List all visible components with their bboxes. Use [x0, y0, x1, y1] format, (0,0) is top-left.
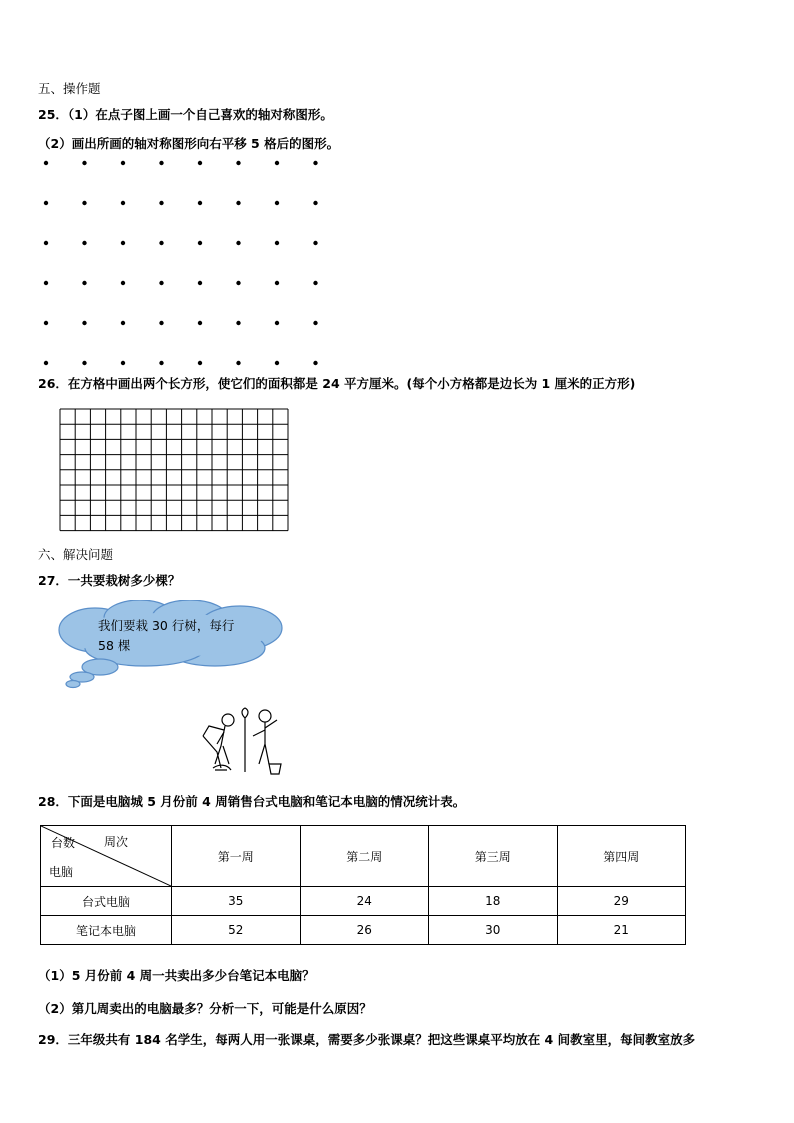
- grid-dot: [121, 161, 125, 165]
- question-26: 26．在方格中画出两个长方形，使它们的面积都是 24 平方厘米。(每个小方格都是边长为 1 厘米的正方形): [38, 376, 636, 391]
- grid-dot: [236, 201, 240, 205]
- grid-dot: [82, 161, 86, 165]
- grid-dot: [275, 321, 279, 325]
- table-row: [41, 916, 686, 945]
- grid-dot: [236, 361, 240, 365]
- table-cell: 26: [300, 916, 429, 945]
- table-cell: 30: [429, 916, 558, 945]
- grid-dot: [44, 361, 48, 365]
- grid-dot: [82, 201, 86, 205]
- grid-dot: [159, 361, 163, 365]
- corner-label-count: 台数: [51, 836, 76, 850]
- grid-dot: [159, 161, 163, 165]
- grid-dot: [82, 241, 86, 245]
- table-cell: 52: [172, 916, 301, 945]
- grid-dot: [313, 241, 317, 245]
- week-header: 第一周: [172, 826, 301, 887]
- grid-dot: [236, 161, 240, 165]
- grid-dot: [275, 161, 279, 165]
- section-six-title: 六、解决问题: [38, 547, 114, 562]
- row-label: 台式电脑: [41, 887, 172, 916]
- cloud-text: 我们要栽 30 行树，每行 58 棵: [98, 618, 235, 653]
- grid-dot: [313, 281, 317, 285]
- grid-dot: [198, 161, 202, 165]
- grid-dot: [44, 321, 48, 325]
- question-25-part2: （2）画出所画的轴对称图形向右平移 5 格后的图形。: [38, 136, 340, 151]
- grid-dot: [44, 241, 48, 245]
- grid-dot: [44, 161, 48, 165]
- dot-grid: [38, 155, 338, 370]
- grid-dot: [82, 321, 86, 325]
- corner-label-week: 周次: [104, 835, 129, 849]
- grid-dot: [236, 281, 240, 285]
- table-cell: 24: [300, 887, 429, 916]
- question-28: 28．下面是电脑城 5 月份前 4 周销售台式电脑和笔记本电脑的情况统计表。: [38, 794, 466, 809]
- question-29: 29．三年级共有 184 名学生，每两人用一张课桌，需要多少张课桌？把这些课桌平均放在 4 间教室里，每间教室放多: [38, 1032, 696, 1047]
- grid-dot: [275, 281, 279, 285]
- sales-statistics-table: [40, 825, 686, 945]
- grid-dot: [121, 361, 125, 365]
- children-planting-illustration: [195, 706, 285, 778]
- grid-dot: [82, 281, 86, 285]
- question-25-part1: 25．（1）在点子图上画一个自己喜欢的轴对称图形。: [38, 107, 333, 122]
- row-label: 笔记本电脑: [41, 916, 172, 945]
- grid-dot: [159, 241, 163, 245]
- grid-dot: [198, 241, 202, 245]
- table-corner-cell: [41, 826, 172, 887]
- grid-dot: [121, 281, 125, 285]
- table-cell: 29: [557, 887, 686, 916]
- grid-dot: [159, 201, 163, 205]
- grid-dot: [198, 281, 202, 285]
- grid-dot: [313, 321, 317, 325]
- grid-dot: [236, 241, 240, 245]
- grid-dot: [275, 241, 279, 245]
- corner-label-computer: 电脑: [49, 865, 74, 879]
- square-grid: [59, 408, 291, 532]
- grid-dot: [275, 361, 279, 365]
- grid-dot: [313, 201, 317, 205]
- grid-dot: [198, 321, 202, 325]
- grid-dot: [198, 361, 202, 365]
- table-row: [41, 887, 686, 916]
- grid-dot: [159, 281, 163, 285]
- table-cell: 35: [172, 887, 301, 916]
- week-header: 第二周: [300, 826, 429, 887]
- grid-dot: [313, 361, 317, 365]
- grid-dot: [313, 161, 317, 165]
- grid-dot: [198, 201, 202, 205]
- section-five-title: 五、操作题: [38, 81, 101, 96]
- grid-dot: [44, 201, 48, 205]
- table-cell: 21: [557, 916, 686, 945]
- grid-dot: [159, 321, 163, 325]
- grid-dot: [275, 201, 279, 205]
- grid-dot: [121, 201, 125, 205]
- grid-dot: [82, 361, 86, 365]
- grid-dot: [44, 281, 48, 285]
- table-cell: 18: [429, 887, 558, 916]
- grid-dot: [121, 241, 125, 245]
- question-28-part2: （2）第几周卖出的电脑最多？分析一下，可能是什么原因？: [38, 1001, 372, 1016]
- grid-dot: [121, 321, 125, 325]
- week-header: 第四周: [557, 826, 686, 887]
- question-28-part1: （1）5 月份前 4 周一共卖出多少台笔记本电脑？: [38, 968, 315, 983]
- grid-dot: [236, 321, 240, 325]
- question-27: 27．一共要栽树多少棵？: [38, 573, 181, 588]
- week-header: 第三周: [429, 826, 558, 887]
